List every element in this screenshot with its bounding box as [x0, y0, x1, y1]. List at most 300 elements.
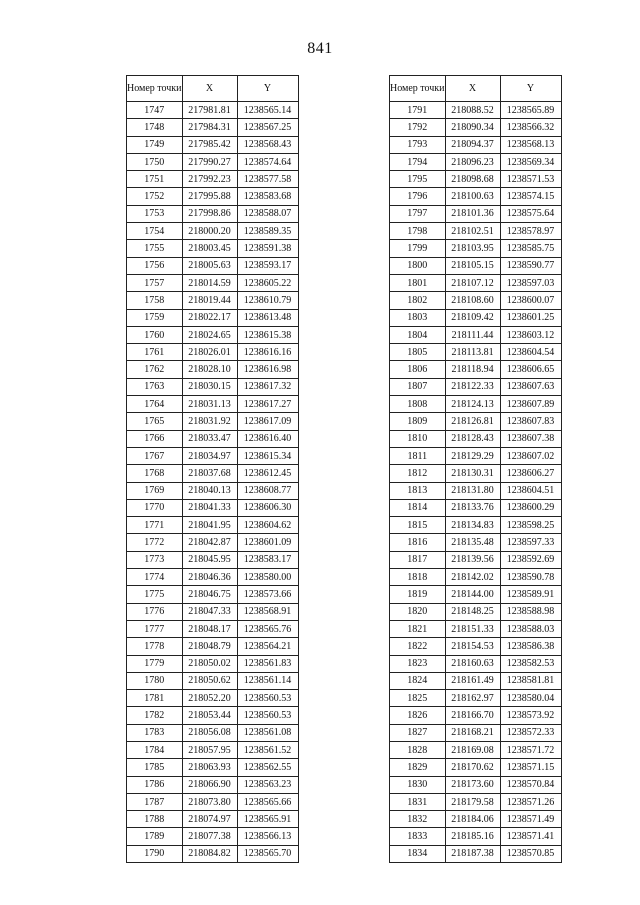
table-row — [390, 136, 562, 153]
cell-point-number: 1810 — [390, 430, 446, 447]
table-row — [127, 136, 299, 153]
cell-x: 218046.36 — [182, 569, 237, 586]
cell-y: 1238561.52 — [237, 741, 298, 758]
cell-x: 218073.80 — [182, 793, 237, 810]
table-row — [390, 378, 562, 395]
cell-point-number: 1829 — [390, 759, 446, 776]
cell-point-number: 1787 — [127, 793, 183, 810]
cell-x: 218096.23 — [445, 153, 500, 170]
cell-x: 218024.65 — [182, 326, 237, 343]
cell-y: 1238607.89 — [500, 396, 561, 413]
cell-point-number: 1770 — [127, 499, 183, 516]
cell-x: 218050.02 — [182, 655, 237, 672]
cell-point-number: 1826 — [390, 707, 446, 724]
cell-point-number: 1800 — [390, 257, 446, 274]
cell-point-number: 1823 — [390, 655, 446, 672]
table-row — [127, 188, 299, 205]
cell-x: 218111.44 — [445, 326, 500, 343]
cell-point-number: 1748 — [127, 119, 183, 136]
cell-x: 218094.37 — [445, 136, 500, 153]
cell-y: 1238616.98 — [237, 361, 298, 378]
table-row — [390, 361, 562, 378]
cell-point-number: 1784 — [127, 741, 183, 758]
table-row — [390, 603, 562, 620]
cell-x: 217990.27 — [182, 153, 237, 170]
table-row — [390, 672, 562, 689]
table-row — [127, 326, 299, 343]
cell-x: 218109.42 — [445, 309, 500, 326]
cell-point-number: 1821 — [390, 620, 446, 637]
cell-point-number: 1763 — [127, 378, 183, 395]
cell-x: 218052.20 — [182, 690, 237, 707]
header-x: X — [445, 76, 500, 102]
cell-y: 1238586.38 — [500, 638, 561, 655]
table-row — [390, 309, 562, 326]
cell-x: 218170.62 — [445, 759, 500, 776]
table-row — [390, 102, 562, 119]
cell-y: 1238580.00 — [237, 569, 298, 586]
cell-y: 1238617.09 — [237, 413, 298, 430]
table-row — [127, 499, 299, 516]
table-row — [127, 344, 299, 361]
cell-point-number: 1831 — [390, 793, 446, 810]
cell-y: 1238591.38 — [237, 240, 298, 257]
cell-y: 1238589.91 — [500, 586, 561, 603]
header-point-number: Номер точки — [390, 76, 446, 102]
cell-point-number: 1767 — [127, 447, 183, 464]
cell-x: 218151.33 — [445, 620, 500, 637]
cell-y: 1238565.76 — [237, 620, 298, 637]
cell-y: 1238617.27 — [237, 396, 298, 413]
cell-x: 217998.86 — [182, 205, 237, 222]
table-row — [127, 223, 299, 240]
table-row — [390, 292, 562, 309]
cell-point-number: 1820 — [390, 603, 446, 620]
cell-x: 218048.17 — [182, 620, 237, 637]
cell-point-number: 1822 — [390, 638, 446, 655]
cell-x: 218118.94 — [445, 361, 500, 378]
cell-point-number: 1762 — [127, 361, 183, 378]
table-row — [127, 828, 299, 845]
cell-x: 218134.83 — [445, 517, 500, 534]
cell-point-number: 1799 — [390, 240, 446, 257]
table-row — [390, 153, 562, 170]
cell-x: 218041.95 — [182, 517, 237, 534]
table-row — [127, 413, 299, 430]
table-body-left — [127, 102, 299, 863]
cell-y: 1238575.64 — [500, 205, 561, 222]
table-row — [127, 638, 299, 655]
cell-x: 218131.80 — [445, 482, 500, 499]
cell-y: 1238585.75 — [500, 240, 561, 257]
cell-x: 218033.47 — [182, 430, 237, 447]
table-row — [390, 326, 562, 343]
cell-x: 218050.62 — [182, 672, 237, 689]
cell-x: 218084.82 — [182, 845, 237, 862]
cell-point-number: 1750 — [127, 153, 183, 170]
cell-y: 1238610.79 — [237, 292, 298, 309]
table-row — [390, 499, 562, 516]
table-row — [127, 119, 299, 136]
cell-x: 218030.15 — [182, 378, 237, 395]
cell-point-number: 1791 — [390, 102, 446, 119]
table-row — [127, 482, 299, 499]
cell-x: 218056.08 — [182, 724, 237, 741]
cell-x: 218185.16 — [445, 828, 500, 845]
cell-point-number: 1752 — [127, 188, 183, 205]
table-row — [390, 655, 562, 672]
cell-y: 1238565.70 — [237, 845, 298, 862]
cell-x: 218053.44 — [182, 707, 237, 724]
table-row — [127, 240, 299, 257]
coordinates-table-right — [389, 75, 562, 863]
table-row — [127, 153, 299, 170]
table-row — [390, 344, 562, 361]
cell-point-number: 1788 — [127, 811, 183, 828]
table-row — [390, 413, 562, 430]
cell-point-number: 1783 — [127, 724, 183, 741]
cell-point-number: 1780 — [127, 672, 183, 689]
cell-point-number: 1833 — [390, 828, 446, 845]
cell-x: 218047.33 — [182, 603, 237, 620]
cell-x: 218129.29 — [445, 447, 500, 464]
cell-x: 218168.21 — [445, 724, 500, 741]
table-row — [390, 776, 562, 793]
table-row — [390, 482, 562, 499]
cell-x: 218130.31 — [445, 465, 500, 482]
cell-x: 218098.68 — [445, 171, 500, 188]
table-row — [127, 776, 299, 793]
cell-x: 218088.52 — [445, 102, 500, 119]
cell-point-number: 1828 — [390, 741, 446, 758]
cell-point-number: 1758 — [127, 292, 183, 309]
cell-x: 218000.20 — [182, 223, 237, 240]
cell-y: 1238604.51 — [500, 482, 561, 499]
cell-point-number: 1749 — [127, 136, 183, 153]
cell-y: 1238588.98 — [500, 603, 561, 620]
cell-x: 217992.23 — [182, 171, 237, 188]
table-row — [390, 638, 562, 655]
table-row — [127, 102, 299, 119]
cell-point-number: 1816 — [390, 534, 446, 551]
cell-x: 218028.10 — [182, 361, 237, 378]
table-row — [390, 534, 562, 551]
cell-x: 218166.70 — [445, 707, 500, 724]
cell-point-number: 1760 — [127, 326, 183, 343]
cell-y: 1238564.21 — [237, 638, 298, 655]
cell-point-number: 1803 — [390, 309, 446, 326]
cell-y: 1238580.04 — [500, 690, 561, 707]
cell-y: 1238598.25 — [500, 517, 561, 534]
cell-point-number: 1812 — [390, 465, 446, 482]
cell-y: 1238568.43 — [237, 136, 298, 153]
cell-y: 1238569.34 — [500, 153, 561, 170]
table-row — [127, 396, 299, 413]
cell-y: 1238578.97 — [500, 223, 561, 240]
table-row — [390, 811, 562, 828]
cell-x: 218148.25 — [445, 603, 500, 620]
cell-y: 1238583.68 — [237, 188, 298, 205]
cell-x: 218041.33 — [182, 499, 237, 516]
table-row — [127, 205, 299, 222]
cell-x: 218135.48 — [445, 534, 500, 551]
table-row — [390, 845, 562, 862]
cell-y: 1238566.32 — [500, 119, 561, 136]
table-row — [127, 811, 299, 828]
cell-y: 1238565.66 — [237, 793, 298, 810]
cell-point-number: 1747 — [127, 102, 183, 119]
cell-point-number: 1811 — [390, 447, 446, 464]
cell-point-number: 1761 — [127, 344, 183, 361]
cell-point-number: 1773 — [127, 551, 183, 568]
cell-y: 1238570.85 — [500, 845, 561, 862]
cell-y: 1238571.26 — [500, 793, 561, 810]
table-row — [390, 240, 562, 257]
table-row — [390, 586, 562, 603]
cell-point-number: 1771 — [127, 517, 183, 534]
cell-point-number: 1804 — [390, 326, 446, 343]
cell-point-number: 1790 — [127, 845, 183, 862]
cell-y: 1238613.48 — [237, 309, 298, 326]
cell-y: 1238568.91 — [237, 603, 298, 620]
cell-x: 218074.97 — [182, 811, 237, 828]
table-row — [127, 724, 299, 741]
cell-y: 1238588.03 — [500, 620, 561, 637]
cell-y: 1238561.83 — [237, 655, 298, 672]
cell-point-number: 1782 — [127, 707, 183, 724]
header-x: X — [182, 76, 237, 102]
cell-point-number: 1792 — [390, 119, 446, 136]
cell-point-number: 1814 — [390, 499, 446, 516]
cell-point-number: 1768 — [127, 465, 183, 482]
table-row — [390, 724, 562, 741]
cell-x: 218126.81 — [445, 413, 500, 430]
table-row — [127, 759, 299, 776]
cell-x: 218045.95 — [182, 551, 237, 568]
cell-point-number: 1802 — [390, 292, 446, 309]
cell-point-number: 1774 — [127, 569, 183, 586]
cell-x: 218101.36 — [445, 205, 500, 222]
table-row — [390, 620, 562, 637]
cell-y: 1238574.64 — [237, 153, 298, 170]
cell-point-number: 1781 — [127, 690, 183, 707]
cell-y: 1238560.53 — [237, 707, 298, 724]
cell-x: 217984.31 — [182, 119, 237, 136]
header-point-number: Номер точки — [127, 76, 183, 102]
cell-y: 1238565.91 — [237, 811, 298, 828]
cell-point-number: 1785 — [127, 759, 183, 776]
table-row — [390, 759, 562, 776]
cell-x: 218003.45 — [182, 240, 237, 257]
header-y: Y — [500, 76, 561, 102]
cell-point-number: 1793 — [390, 136, 446, 153]
cell-x: 218034.97 — [182, 447, 237, 464]
cell-x: 218128.43 — [445, 430, 500, 447]
table-row — [127, 569, 299, 586]
cell-x: 218057.95 — [182, 741, 237, 758]
cell-point-number: 1797 — [390, 205, 446, 222]
cell-point-number: 1775 — [127, 586, 183, 603]
cell-y: 1238588.07 — [237, 205, 298, 222]
cell-x: 217995.88 — [182, 188, 237, 205]
table-row — [390, 707, 562, 724]
table-row — [390, 517, 562, 534]
cell-y: 1238571.15 — [500, 759, 561, 776]
cell-x: 218102.51 — [445, 223, 500, 240]
table-row — [127, 551, 299, 568]
cell-point-number: 1755 — [127, 240, 183, 257]
cell-point-number: 1824 — [390, 672, 446, 689]
table-row — [390, 741, 562, 758]
cell-x: 217981.81 — [182, 102, 237, 119]
table-row — [127, 534, 299, 551]
cell-x: 218133.76 — [445, 499, 500, 516]
cell-point-number: 1818 — [390, 569, 446, 586]
table-row — [390, 257, 562, 274]
cell-point-number: 1757 — [127, 274, 183, 291]
table-row — [390, 171, 562, 188]
cell-x: 218173.60 — [445, 776, 500, 793]
cell-y: 1238571.53 — [500, 171, 561, 188]
cell-y: 1238607.63 — [500, 378, 561, 395]
table-row — [127, 361, 299, 378]
cell-y: 1238561.08 — [237, 724, 298, 741]
cell-point-number: 1753 — [127, 205, 183, 222]
cell-x: 218063.93 — [182, 759, 237, 776]
cell-x: 218105.15 — [445, 257, 500, 274]
table-row — [390, 569, 562, 586]
cell-y: 1238606.65 — [500, 361, 561, 378]
cell-y: 1238589.35 — [237, 223, 298, 240]
cell-y: 1238607.02 — [500, 447, 561, 464]
cell-point-number: 1813 — [390, 482, 446, 499]
cell-y: 1238571.49 — [500, 811, 561, 828]
cell-y: 1238608.77 — [237, 482, 298, 499]
cell-y: 1238573.92 — [500, 707, 561, 724]
cell-y: 1238605.22 — [237, 274, 298, 291]
page-number: 841 — [307, 40, 333, 57]
table-row — [127, 655, 299, 672]
cell-point-number: 1751 — [127, 171, 183, 188]
cell-y: 1238563.23 — [237, 776, 298, 793]
cell-y: 1238590.77 — [500, 257, 561, 274]
cell-y: 1238566.13 — [237, 828, 298, 845]
cell-x: 218103.95 — [445, 240, 500, 257]
cell-y: 1238604.62 — [237, 517, 298, 534]
cell-x: 218154.53 — [445, 638, 500, 655]
cell-point-number: 1830 — [390, 776, 446, 793]
cell-point-number: 1776 — [127, 603, 183, 620]
cell-x: 218090.34 — [445, 119, 500, 136]
cell-point-number: 1806 — [390, 361, 446, 378]
table-row — [127, 447, 299, 464]
cell-x: 218014.59 — [182, 274, 237, 291]
cell-x: 218179.58 — [445, 793, 500, 810]
cell-y: 1238565.14 — [237, 102, 298, 119]
cell-x: 218042.87 — [182, 534, 237, 551]
table-row — [390, 551, 562, 568]
cell-y: 1238571.41 — [500, 828, 561, 845]
cell-x: 218040.13 — [182, 482, 237, 499]
table-row — [127, 793, 299, 810]
cell-point-number: 1801 — [390, 274, 446, 291]
cell-y: 1238615.38 — [237, 326, 298, 343]
table-row — [390, 430, 562, 447]
cell-point-number: 1786 — [127, 776, 183, 793]
cell-y: 1238577.58 — [237, 171, 298, 188]
cell-y: 1238561.14 — [237, 672, 298, 689]
cell-point-number: 1754 — [127, 223, 183, 240]
table-header-row — [390, 76, 562, 102]
table-row — [127, 378, 299, 395]
cell-y: 1238604.54 — [500, 344, 561, 361]
cell-x: 218022.17 — [182, 309, 237, 326]
table-row — [390, 690, 562, 707]
cell-x: 217985.42 — [182, 136, 237, 153]
table-row — [127, 586, 299, 603]
table-row — [390, 119, 562, 136]
cell-point-number: 1807 — [390, 378, 446, 395]
cell-x: 218162.97 — [445, 690, 500, 707]
table-row — [127, 707, 299, 724]
cell-y: 1238601.25 — [500, 309, 561, 326]
cell-y: 1238568.13 — [500, 136, 561, 153]
cell-point-number: 1769 — [127, 482, 183, 499]
table-row — [127, 292, 299, 309]
table-row — [127, 690, 299, 707]
cell-point-number: 1815 — [390, 517, 446, 534]
cell-y: 1238607.83 — [500, 413, 561, 430]
table-row — [390, 447, 562, 464]
cell-point-number: 1778 — [127, 638, 183, 655]
cell-y: 1238616.16 — [237, 344, 298, 361]
table-row — [127, 171, 299, 188]
cell-x: 218108.60 — [445, 292, 500, 309]
cell-y: 1238603.12 — [500, 326, 561, 343]
cell-x: 218005.63 — [182, 257, 237, 274]
cell-point-number: 1766 — [127, 430, 183, 447]
table-row — [127, 620, 299, 637]
table-row — [127, 257, 299, 274]
cell-point-number: 1798 — [390, 223, 446, 240]
cell-x: 218077.38 — [182, 828, 237, 845]
cell-y: 1238582.53 — [500, 655, 561, 672]
table-row — [390, 274, 562, 291]
cell-point-number: 1805 — [390, 344, 446, 361]
cell-y: 1238597.33 — [500, 534, 561, 551]
table-row — [390, 223, 562, 240]
table-row — [390, 205, 562, 222]
cell-y: 1238593.17 — [237, 257, 298, 274]
table-row — [390, 828, 562, 845]
cell-point-number: 1825 — [390, 690, 446, 707]
cell-y: 1238572.33 — [500, 724, 561, 741]
table-row — [127, 309, 299, 326]
cell-y: 1238567.25 — [237, 119, 298, 136]
cell-y: 1238570.84 — [500, 776, 561, 793]
cell-y: 1238617.32 — [237, 378, 298, 395]
cell-x: 218122.33 — [445, 378, 500, 395]
cell-x: 218019.44 — [182, 292, 237, 309]
cell-x: 218113.81 — [445, 344, 500, 361]
cell-x: 218037.68 — [182, 465, 237, 482]
cell-x: 218031.92 — [182, 413, 237, 430]
cell-y: 1238573.66 — [237, 586, 298, 603]
cell-y: 1238597.03 — [500, 274, 561, 291]
cell-point-number: 1819 — [390, 586, 446, 603]
cell-y: 1238616.40 — [237, 430, 298, 447]
cell-y: 1238600.07 — [500, 292, 561, 309]
